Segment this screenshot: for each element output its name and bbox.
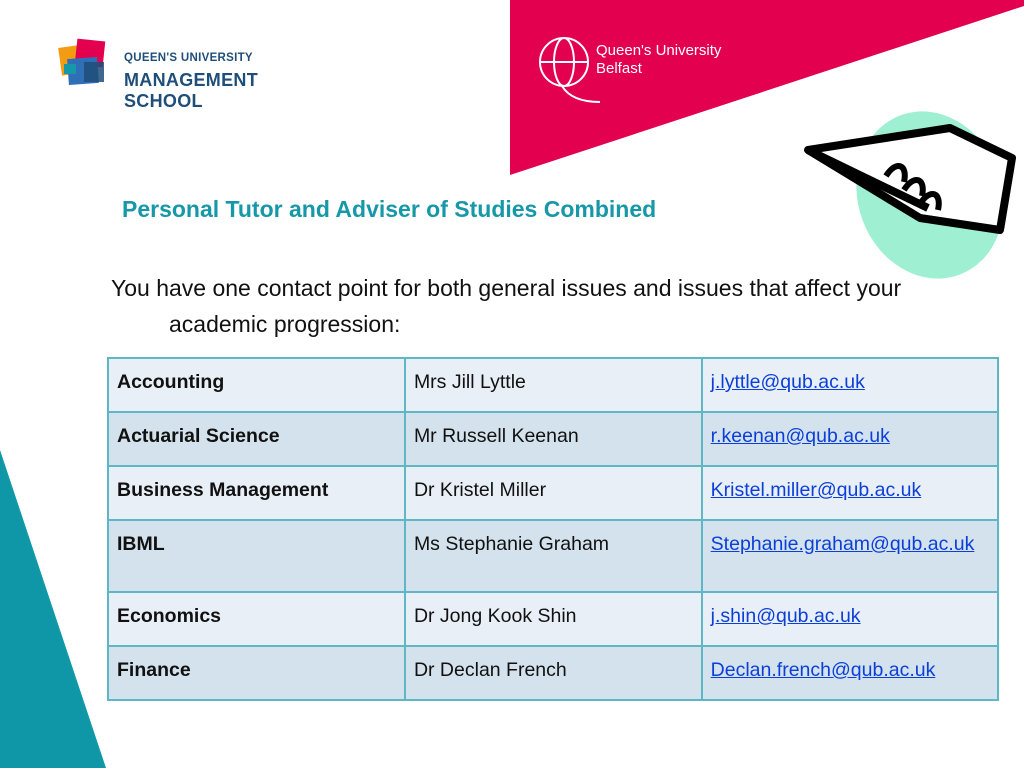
email-link[interactable]: Declan.french@qub.ac.uk [710,659,936,681]
email-cell [702,412,998,466]
email-link[interactable]: Stephanie.graham@qub.ac.uk [710,533,975,555]
tutor-name-cell: Mr Russell Keenan [405,412,702,466]
table-row [108,466,998,520]
tutor-name-cell: Dr Jong Kook Shin [405,592,702,646]
email-link[interactable]: r.keenan@qub.ac.uk [710,425,890,447]
subject-cell: Economics [108,592,405,646]
subject-cell: Actuarial Science [108,412,405,466]
table-row [108,592,998,646]
qub-logo-name: Queen's University [596,42,722,59]
management-school-logo [58,36,288,116]
qub-logo-city: Belfast [596,60,642,77]
management-school-emblem-icon [58,36,118,116]
tutor-name-cell: Ms Stephanie Graham [405,520,702,592]
tutor-contact-table [107,357,999,701]
table-row [108,358,998,412]
email-cell [702,646,998,700]
notepad-clipart-icon [800,100,1020,285]
email-link[interactable]: j.lyttle@qub.ac.uk [710,371,865,393]
subject-cell: Business Management [108,466,405,520]
intro-paragraph: You have one contact point for both general issues and issues that affect your academic progression: [111,275,902,337]
subject-cell: IBML [108,520,405,592]
table-row [108,412,998,466]
logo-management-text: MANAGEMENT [124,70,258,90]
table-row [108,520,998,592]
logo-university-text: QUEEN'S UNIVERSITY [124,52,253,64]
email-cell [702,466,998,520]
email-cell [702,520,998,592]
email-link[interactable]: j.shin@qub.ac.uk [710,605,861,627]
email-cell [702,358,998,412]
subject-cell: Accounting [108,358,405,412]
tutor-name-cell: Dr Kristel Miller [405,466,702,520]
email-link[interactable]: Kristel.miller@qub.ac.uk [710,479,922,501]
logo-school-text: SCHOOL [124,91,203,111]
email-cell [702,592,998,646]
tutor-name-cell: Mrs Jill Lyttle [405,358,702,412]
table-row [108,646,998,700]
tutor-name-cell: Dr Declan French [405,646,702,700]
subject-cell: Finance [108,646,405,700]
slide-title: Personal Tutor and Adviser of Studies Combined [122,196,657,222]
